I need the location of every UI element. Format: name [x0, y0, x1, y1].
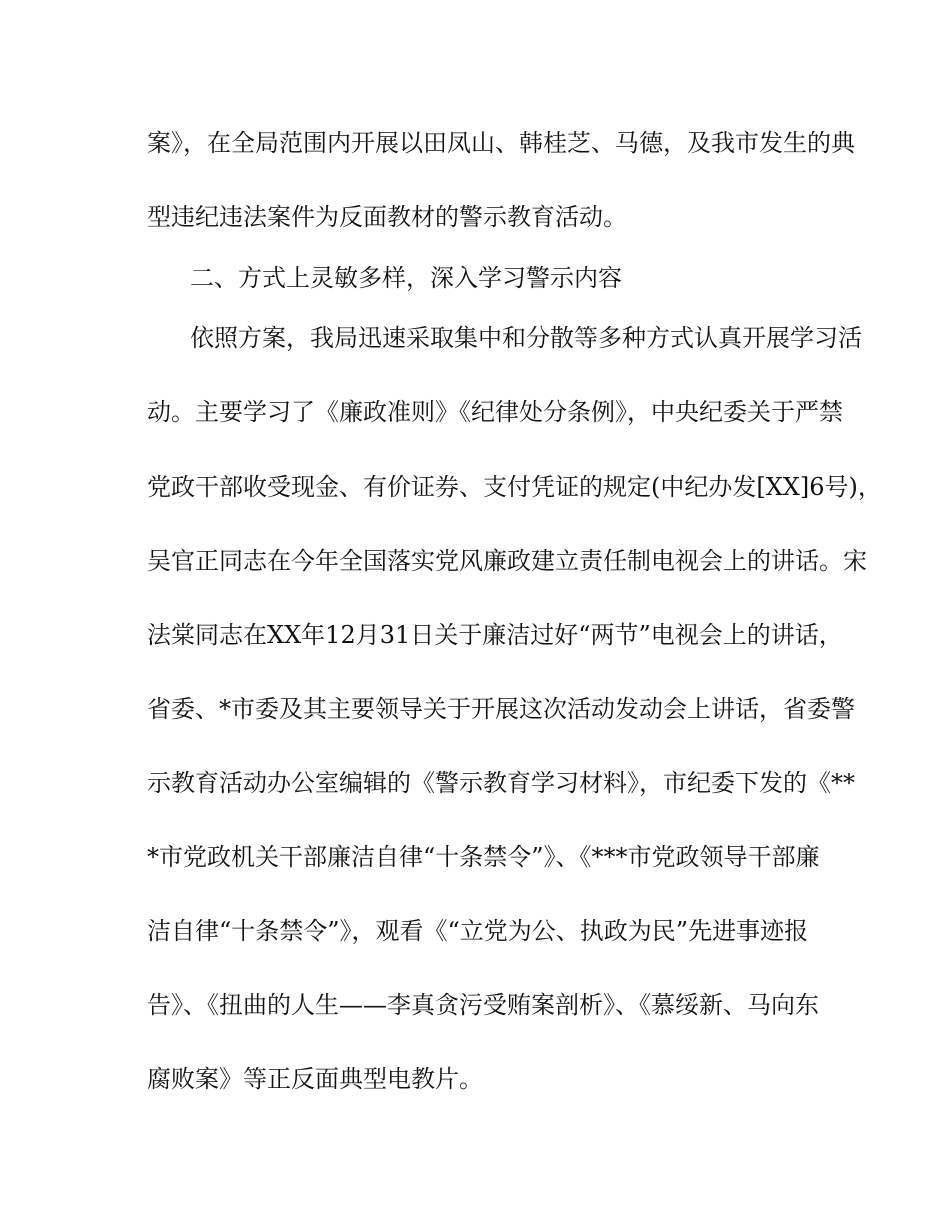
paragraph-line: 腐败案》等正反面典型电教片。 — [147, 1065, 483, 1093]
paragraph-line: 案》，在全局范围内开展以田凤山、韩桂芝、马德，及我市发生的典 — [147, 129, 855, 157]
paragraph-line: 吴官正同志在今年全国落实党风廉政建立责任制电视会上的讲话。宋 — [147, 547, 867, 575]
section-heading: 二、方式上灵敏多样，深入学习警示内容 — [190, 264, 622, 292]
paragraph-line: 告》、《扭曲的人生——李真贪污受贿案剖析》、《慕绥新、马向东 — [147, 991, 819, 1019]
paragraph-line: 法棠同志在XX年12月31日关于廉洁过好“两节”电视会上的讲话， — [147, 621, 843, 649]
paragraph-line: 省委、*市委及其主要领导关于开展这次活动发动会上讲话，省委警 — [147, 695, 855, 723]
paragraph-line: 示教育活动办公室编辑的《警示教育学习材料》，市纪委下发的《** — [147, 769, 855, 797]
paragraph-line: 型违纪违法案件为反面教材的警示教育活动。 — [147, 203, 627, 231]
paragraph-line: *市党政机关干部廉洁自律“十条禁令”》、《***市党政领导干部廉 — [147, 843, 820, 871]
paragraph-line: 党政干部收受现金、有价证券、支付凭证的规定(中纪办发[XX]6号)， — [147, 473, 882, 501]
paragraph-line: 依照方案，我局迅速采取集中和分散等多种方式认真开展学习活 — [190, 324, 862, 352]
paragraph-line: 动。主要学习了《廉政准则》《纪律处分条例》，中央纪委关于严禁 — [147, 398, 843, 426]
paragraph-line: 洁自律“十条禁令”》，观看《“立党为公、执政为民”先进事迹报 — [147, 917, 809, 945]
